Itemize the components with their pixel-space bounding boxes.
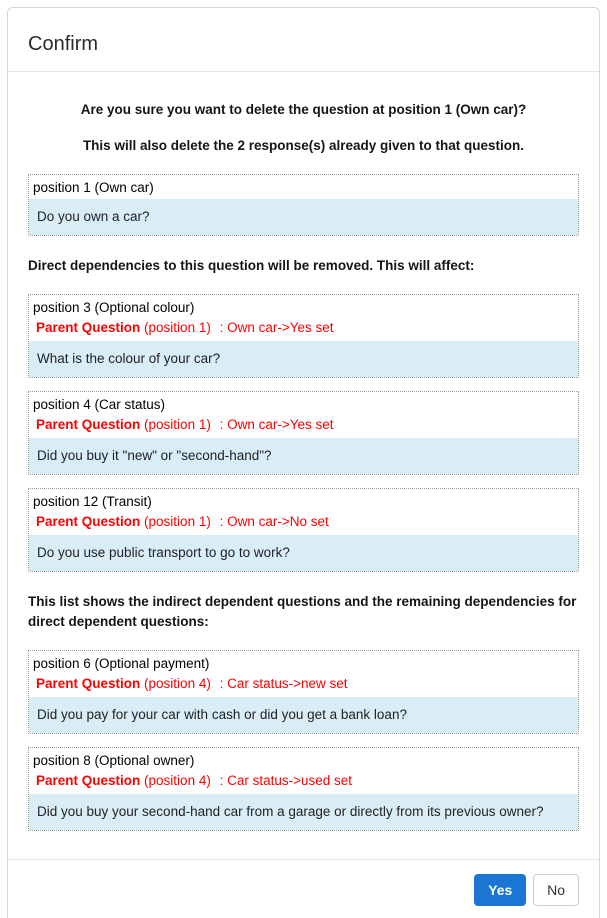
- parent-question-line: [29, 772, 578, 794]
- parent-question-position: (position 4): [144, 773, 211, 788]
- question-position-label: position 1 (Own car): [33, 180, 154, 195]
- question-text: Do you own a car?: [29, 199, 578, 235]
- parent-question-position: (position 1): [144, 417, 211, 432]
- direct-dependency-box: [28, 391, 579, 475]
- confirm-message-line2: This will also delete the 2 response(s) already given to that question.: [82, 138, 525, 153]
- question-position-label: position 6 (Optional payment): [33, 656, 210, 671]
- no-button[interactable]: No: [533, 874, 579, 906]
- parent-question-label: Parent Question: [36, 773, 141, 788]
- dialog-title: Confirm: [28, 33, 99, 55]
- direct-dependencies-heading: Direct dependencies to this question will be removed. This will affect:: [28, 258, 475, 273]
- parent-question-label: Parent Question: [36, 514, 141, 529]
- question-position-label: position 3 (Optional colour): [33, 300, 195, 315]
- parent-question-position: (position 4): [144, 676, 211, 691]
- parent-question-line: [29, 319, 578, 341]
- parent-question-rule: : Own car->Yes set: [219, 417, 334, 432]
- question-position-label: position 4 (Car status): [33, 397, 166, 412]
- indirect-dependencies-heading: This list shows the indirect dependent questions and the remaining dependencies for direct dependent questions:: [28, 594, 577, 629]
- indirect-dependency-box: [28, 650, 579, 734]
- direct-dependency-box: [28, 294, 579, 378]
- parent-question-line: [29, 416, 578, 438]
- question-text: Did you buy your second-hand car from a garage or directly from its previous owner?: [29, 794, 578, 830]
- parent-question-rule: : Car status->used set: [219, 773, 353, 788]
- parent-question-rule: : Own car->No set: [219, 514, 329, 529]
- question-text: Did you pay for your car with cash or did you get a bank loan?: [29, 697, 578, 733]
- yes-button[interactable]: Yes: [474, 874, 526, 906]
- dialog-footer: [8, 859, 599, 918]
- parent-question-position: (position 1): [144, 514, 211, 529]
- question-position-label: position 8 (Optional owner): [33, 753, 195, 768]
- dialog-body: [8, 72, 599, 831]
- parent-question-rule: : Own car->Yes set: [219, 320, 334, 335]
- parent-question-line: [29, 675, 578, 697]
- confirm-dialog: [7, 7, 600, 918]
- question-text: What is the colour of your car?: [29, 341, 578, 377]
- question-text: Do you use public transport to go to work?: [29, 535, 578, 571]
- question-position-label: position 12 (Transit): [33, 494, 152, 509]
- parent-question-line: [29, 513, 578, 535]
- indirect-dependency-box: [28, 747, 579, 831]
- dialog-header: [8, 8, 599, 72]
- parent-question-label: Parent Question: [36, 676, 141, 691]
- parent-question-position: (position 1): [144, 320, 211, 335]
- parent-question-label: Parent Question: [36, 320, 141, 335]
- parent-question-rule: : Car status->new set: [219, 676, 348, 691]
- target-question-box: [28, 174, 579, 236]
- confirm-message-line1: Are you sure you want to delete the question at position 1 (Own car)?: [80, 102, 527, 117]
- direct-dependency-box: [28, 488, 579, 572]
- parent-question-label: Parent Question: [36, 417, 141, 432]
- question-text: Did you buy it "new" or "second-hand"?: [29, 438, 578, 474]
